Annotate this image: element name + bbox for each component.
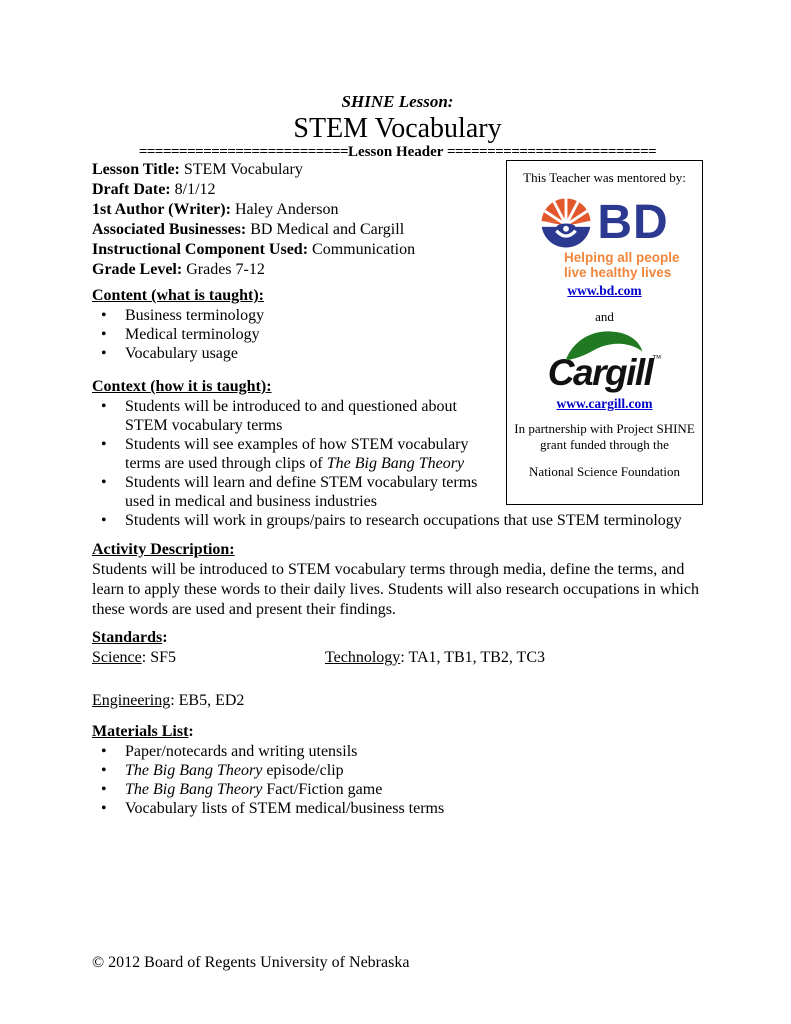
bd-website-link[interactable]: www.bd.com bbox=[567, 283, 642, 298]
list-item: • Medical terminology bbox=[92, 325, 703, 344]
engineering-standard: Engineering: EB5, ED2 bbox=[92, 692, 245, 709]
context-bullet-list bbox=[92, 397, 703, 530]
rule-left: ========================== bbox=[138, 144, 349, 160]
list-item: • Vocabulary lists of STEM medical/business terms bbox=[92, 799, 703, 818]
detail-component: Instructional Component Used: Communication bbox=[92, 241, 416, 258]
list-item: • Paper/notecards and writing utensils bbox=[92, 742, 703, 761]
list-item: • The Big Bang Theory episode/clip bbox=[92, 761, 703, 780]
materials-heading: Materials List: bbox=[92, 723, 194, 740]
nsf-text: National Science Foundation bbox=[529, 464, 680, 479]
and-text: and bbox=[595, 309, 614, 324]
list-item: • Students will work in groups/pairs to research occupations that use STEM terminology bbox=[92, 511, 703, 530]
list-item: • Students will see examples of how STEM vocabulary terms are used through clips of The Big Bang Theory bbox=[92, 435, 703, 473]
list-item: • Students will be introduced to and questioned about STEM vocabulary terms bbox=[92, 397, 703, 435]
mentor-caption: This Teacher was mentored by: bbox=[523, 170, 686, 185]
technology-standard: Technology: TA1, TB1, TB2, TC3 bbox=[325, 649, 545, 666]
main-body bbox=[92, 160, 703, 818]
cargill-website-link[interactable]: www.cargill.com bbox=[556, 396, 653, 411]
rule-label: Lesson Header bbox=[348, 144, 447, 160]
copyright-footer: © 2012 Board of Regents University of Nebraska bbox=[92, 954, 410, 971]
partnership-line1: In partnership with Project SHINE bbox=[514, 421, 695, 436]
bd-sun-person-icon bbox=[540, 197, 592, 249]
lesson-header-rule bbox=[92, 144, 703, 160]
page-title: STEM Vocabulary bbox=[293, 113, 502, 144]
list-item: • Vocabulary usage bbox=[92, 344, 703, 363]
bd-tagline-line2: live healthy lives bbox=[564, 265, 672, 280]
activity-heading: Activity Description: bbox=[92, 541, 235, 558]
partnership-line2: grant funded through the bbox=[540, 437, 669, 452]
activity-body: Students will be introduced to STEM vocabulary terms through media, define the terms, and learn to apply these words to their daily lives. Students will also research occupations in which these words are used and present their findings. bbox=[92, 561, 699, 618]
standards-heading: Standards: bbox=[92, 629, 168, 646]
content-section-heading: Content (what is taught): bbox=[92, 287, 264, 304]
activity-section bbox=[92, 540, 703, 620]
detail-draft-date: Draft Date: 8/1/12 bbox=[92, 181, 216, 198]
standards-science-technology-row bbox=[92, 648, 703, 668]
context-section-heading: Context (how it is taught): bbox=[92, 378, 272, 395]
lesson-supertitle: SHINE Lesson: bbox=[341, 92, 454, 111]
trademark-symbol: ™ bbox=[652, 353, 662, 363]
document-content bbox=[92, 92, 703, 818]
bd-logo bbox=[507, 197, 702, 249]
materials-bullet-list bbox=[92, 742, 703, 818]
content-bullet-list bbox=[92, 306, 703, 363]
detail-businesses: Associated Businesses: BD Medical and Cargill bbox=[92, 221, 405, 238]
detail-lesson-title: Lesson Title: STEM Vocabulary bbox=[92, 161, 303, 178]
bd-wordmark: BD bbox=[597, 196, 669, 249]
bd-tagline bbox=[507, 250, 702, 280]
science-standard: Science: SF5 bbox=[92, 649, 176, 666]
cargill-wordmark: Cargill bbox=[547, 352, 653, 393]
rule-right: ========================== bbox=[446, 144, 657, 160]
bd-tagline-line1: Helping all people bbox=[564, 250, 680, 265]
detail-grade-level: Grade Level: Grades 7-12 bbox=[92, 261, 265, 278]
list-item: • Students will learn and define STEM vocabulary terms used in medical and business industries bbox=[92, 473, 703, 511]
list-item: • The Big Bang Theory Fact/Fiction game bbox=[92, 780, 703, 799]
detail-author: 1st Author (Writer): Haley Anderson bbox=[92, 201, 339, 218]
list-item: • Business terminology bbox=[92, 306, 703, 325]
